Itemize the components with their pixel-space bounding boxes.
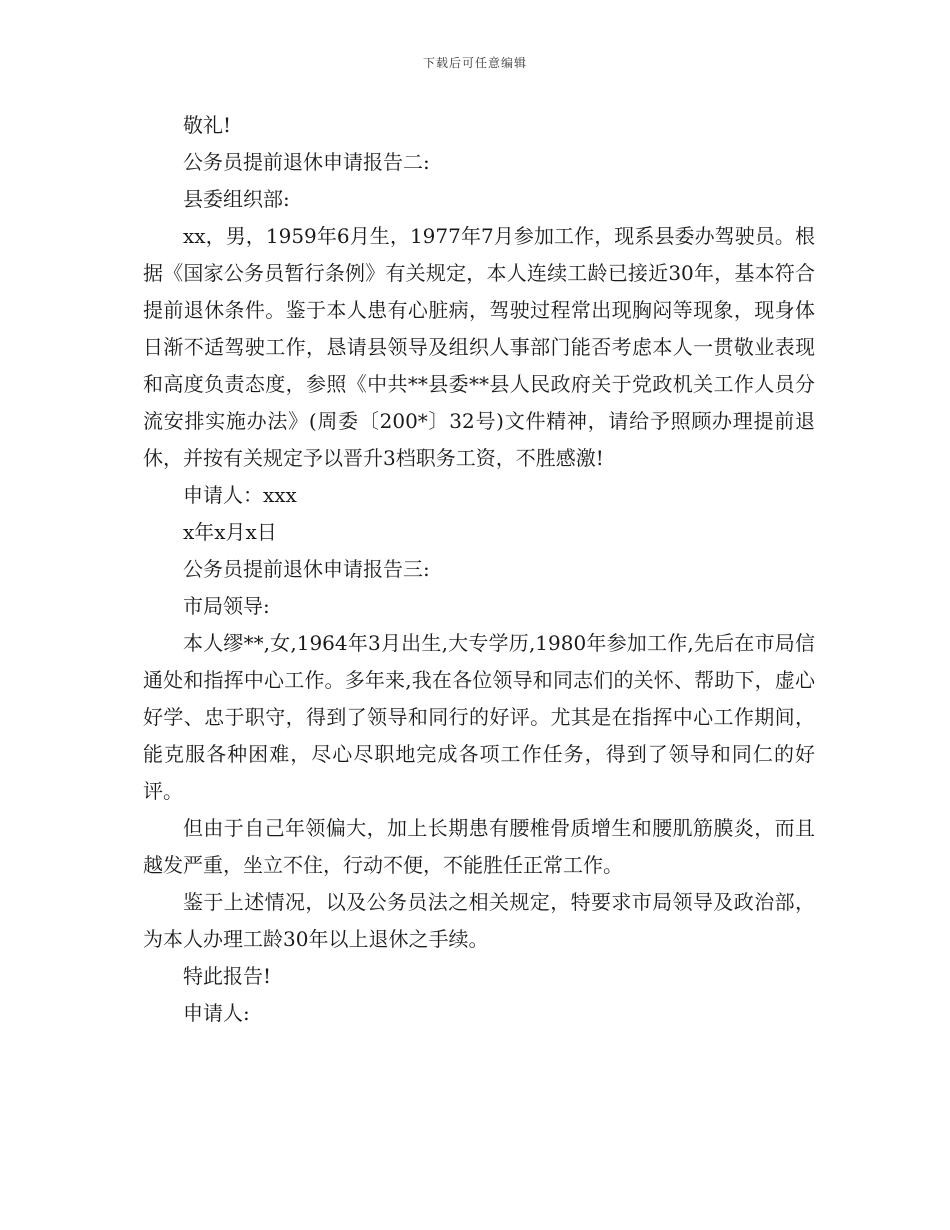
closing-report-line: 特此报告! bbox=[183, 964, 272, 988]
body-paragraph-report-two: xx，男，1959年6月生，1977年7月参加工作，现系县委办驾驶员。根据《国家公务员暂行条例》有关规定，本人连续工龄已接近30年，基本符合提前退休条件。鉴于本人患有心脏病，驾驶过程常出现胸闷等现象，现身体日渐不适驾驶工作，恳请县领导及组织人事部门能否考虑本人一贯敬业表现和高度负责态度，参照《中共**县委**县人民政府关于党政机关工作人员分流安排实施办法》(周委〔200*〕32号)文件精神，请给予照顾办理提前退休，并按有关规定予以晋升3档职务工资，不胜感激! bbox=[143, 224, 815, 470]
applicant-line-report-two: 申请人：xxx bbox=[183, 483, 297, 507]
document-body bbox=[143, 107, 815, 1032]
body-paragraph-background: 本人缪**,女,1964年3月出生,大专学历,1980年参加工作,先后在市局信通处和指挥中心工作。多年来,我在各位领导和同志们的关怀、帮助下，虚心好学、忠于职守，得到了领导和同行的好评。尤其是在指挥中心工作期间，能克服各种困难，尽心尽职地完成各项工作任务，得到了领导和同仁的好评。 bbox=[143, 631, 815, 803]
addressee-county-committee: 县委组织部: bbox=[183, 187, 290, 211]
date-line-report-two: x年x月x日 bbox=[183, 520, 277, 544]
closing-salutation: 敬礼! bbox=[183, 113, 232, 137]
applicant-line-report-three: 申请人: bbox=[183, 1001, 250, 1025]
section-title-report-three: 公务员提前退休申请报告三: bbox=[183, 557, 430, 581]
section-title-report-two: 公务员提前退休申请报告二: bbox=[183, 150, 430, 174]
body-paragraph-request: 鉴于上述情况，以及公务员法之相关规定，特要求市局领导及政治部，为本人办理工龄30年以上退休之手续。 bbox=[143, 890, 815, 951]
page-header-note: 下载后可任意编辑 bbox=[422, 56, 527, 70]
addressee-city-bureau: 市局领导: bbox=[183, 594, 270, 618]
body-paragraph-health: 但由于自己年领偏大，加上长期患有腰椎骨质增生和腰肌筋膜炎，而且越发严重，坐立不住，行动不便，不能胜任正常工作。 bbox=[143, 816, 815, 877]
